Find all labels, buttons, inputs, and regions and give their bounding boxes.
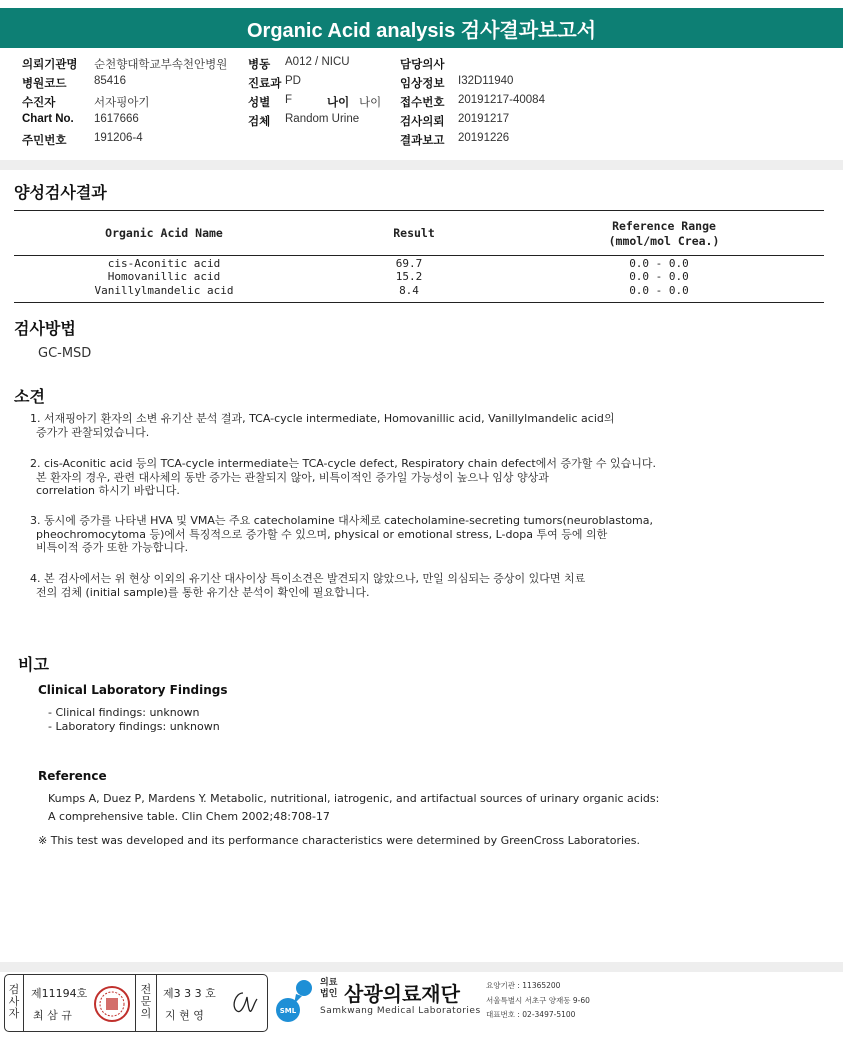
chart-no-value: 1617666 xyxy=(94,113,139,125)
ward-label: 병동 xyxy=(248,59,271,71)
method-heading: 검사방법 xyxy=(14,319,76,338)
reference-line: A comprehensive table. Clin Chem 2002;48:708-17 xyxy=(48,810,330,823)
row-result: 8.4 xyxy=(399,284,419,297)
finding-item-2 xyxy=(30,457,830,498)
row-range: 0.0 - 0.0 xyxy=(629,270,689,283)
org-phone: 대표번호 : 02-3497-5100 xyxy=(486,1010,576,1019)
org-english-name: Samkwang Medical Laboratories xyxy=(320,1006,481,1016)
clinical-findings-list xyxy=(48,706,220,733)
receipt-no-value: 20191217-40084 xyxy=(458,94,545,106)
finding-line: 전의 검체 (initial sample)를 통한 유기산 분석이 확인에 필요합니다. xyxy=(36,585,370,599)
receipt-no-label: 접수번호 xyxy=(400,97,445,109)
chart-no-label: Chart No. xyxy=(22,113,74,125)
hospital-code-value: 85416 xyxy=(94,75,126,87)
info-row xyxy=(22,94,822,113)
examinee-value: 서자핑아기 xyxy=(94,97,150,109)
row-range: 0.0 - 0.0 xyxy=(629,284,689,297)
col-header-result: Result xyxy=(393,226,435,240)
table-rule xyxy=(14,210,824,211)
finding-line: 본 환자의 경우, 관련 대사체의 동반 증가는 관찰되지 않아, 비특이적인 증가일 가능성이 높으나 임상 양상과 xyxy=(36,470,549,484)
sml-logo-icon xyxy=(276,976,318,1028)
reference-heading: Reference xyxy=(38,769,107,783)
table-rule xyxy=(14,302,824,303)
finding-item-3 xyxy=(30,514,830,555)
method-value: GC-MSD xyxy=(38,346,92,361)
examiner-label-col xyxy=(5,975,24,1031)
age-value: 나이 xyxy=(359,97,382,109)
report-title: Organic Acid analysis 검사결과보고서 xyxy=(0,8,843,48)
patient-info xyxy=(22,56,822,151)
department-value: PD xyxy=(285,75,301,87)
specialist-no: 제3 3 3 호 xyxy=(163,987,216,1000)
age-label: 나이 xyxy=(327,97,350,109)
org-prefix xyxy=(320,978,337,1000)
finding-line: 비특이적 증가 또한 가능합니다. xyxy=(36,541,189,554)
row-result: 15.2 xyxy=(395,270,423,283)
logo-text: SML xyxy=(279,1007,297,1015)
clinical-info-value: I32D11940 xyxy=(458,75,514,87)
table-rule xyxy=(14,255,824,256)
examiner-label: 검사자 xyxy=(8,983,20,1020)
col-header-range-unit: (mmol/mol Crea.) xyxy=(608,234,720,248)
info-row xyxy=(22,75,822,94)
organization-block xyxy=(276,976,836,1032)
org-prefix-2: 법인 xyxy=(320,989,338,999)
row-result: 69.7 xyxy=(395,257,423,270)
positive-results-heading: 양성검사결과 xyxy=(14,183,107,202)
id-no-value: 191206-4 xyxy=(94,132,143,144)
request-date-value: 20191217 xyxy=(458,113,510,125)
report-date-value: 20191226 xyxy=(458,132,510,144)
reference-text xyxy=(48,790,659,826)
org-prefix-1: 의료 xyxy=(320,978,338,988)
row-name: Homovanillic acid xyxy=(107,270,221,283)
specialist-label-col xyxy=(135,975,157,1031)
signature-box xyxy=(4,974,268,1032)
hospital-code-label: 병원코드 xyxy=(22,78,67,90)
finding-line: 2. cis-Aconitic acid 등의 TCA-cycle intermediate는 TCA-cycle defect, Respiratory chain defect에서 증가할 수 있습니다. xyxy=(30,457,656,470)
report-date-label: 결과보고 xyxy=(400,135,445,147)
col-header-range: Reference Range xyxy=(612,219,716,233)
signature-icon xyxy=(227,987,261,1022)
row-name: Vanillylmandelic acid xyxy=(94,284,234,297)
clinical-info-label: 임상정보 xyxy=(400,78,445,90)
finding-line: 증가가 관찰되었습니다. xyxy=(36,425,150,439)
sex-label: 성별 xyxy=(248,97,271,109)
ward-value: A012 / NICU xyxy=(285,56,350,68)
finding-line: pheochromocytoma 등)에서 특징적으로 증가할 수 있으며, physical or emotional stress, L-dopa 투여 등에 의한 xyxy=(36,527,608,541)
examinee-label: 수진자 xyxy=(22,97,56,109)
requesting-org-label: 의뢰기관명 xyxy=(22,59,78,71)
examiner-name: 최 삼 규 xyxy=(33,1009,72,1022)
info-row xyxy=(22,56,822,75)
reference-line: Kumps A, Duez P, Mardens Y. Metabolic, nutritional, iatrogenic, and artifactual sources of urinary organic acids: xyxy=(48,792,660,805)
info-row xyxy=(22,113,822,132)
stamp-icon xyxy=(93,985,131,1026)
divider xyxy=(0,962,843,972)
specialist-label: 전문의 xyxy=(140,983,152,1020)
finding-line: 3. 동시에 증가를 나타낸 HVA 및 VMA는 주요 catecholamine 대사체로 catecholamine-secreting tumors(neuroblastoma, xyxy=(30,514,653,527)
specialist-name: 지 현 영 xyxy=(165,1009,204,1022)
findings-heading: 소견 xyxy=(14,387,45,406)
org-code: 요양기관 : 11365200 xyxy=(486,981,561,990)
specimen-value: Random Urine xyxy=(285,113,360,125)
row-range: 0.0 - 0.0 xyxy=(629,257,689,270)
finding-item-1 xyxy=(30,412,830,439)
finding-line: 4. 본 검사에서는 위 현상 이외의 유기산 대사이상 특이소견은 발견되지 않았으나, 만일 의심되는 증상이 있다면 치료 xyxy=(30,572,586,585)
examiner-no: 제11194호 xyxy=(31,987,88,1000)
doctor-label: 담당의사 xyxy=(400,59,445,71)
id-no-label: 주민번호 xyxy=(22,135,67,147)
requesting-org-value: 순천향대학교부속천안병원 xyxy=(94,59,228,71)
list-item: - Laboratory findings: unknown xyxy=(48,719,220,733)
clinical-findings-heading: Clinical Laboratory Findings xyxy=(38,683,228,697)
sex-value: F xyxy=(285,94,293,106)
request-date-label: 검사의뢰 xyxy=(400,116,445,128)
remarks-heading: 비고 xyxy=(18,655,49,674)
finding-line: 1. 서재핑아기 환자의 소변 유기산 분석 결과, TCA-cycle intermediate, Homovanillic acid, Vanillylmandelic acid의 xyxy=(30,412,615,425)
finding-line: correlation 하시기 바랍니다. xyxy=(36,484,180,497)
finding-item-4 xyxy=(30,572,830,599)
specimen-label: 검체 xyxy=(248,116,271,128)
divider xyxy=(0,160,843,170)
lab-note: ※ This test was developed and its performance characteristics were determined by GreenCross Laboratories. xyxy=(38,834,641,847)
col-header-name: Organic Acid Name xyxy=(105,226,223,240)
info-row xyxy=(22,132,822,151)
list-item: - Clinical findings: unknown xyxy=(48,706,200,719)
row-name: cis-Aconitic acid xyxy=(107,257,221,270)
org-address: 서울특별시 서초구 양재동 9-60 xyxy=(486,996,590,1005)
org-name: 삼광의료재단 xyxy=(344,982,460,1006)
department-label: 진료과 xyxy=(248,78,282,90)
